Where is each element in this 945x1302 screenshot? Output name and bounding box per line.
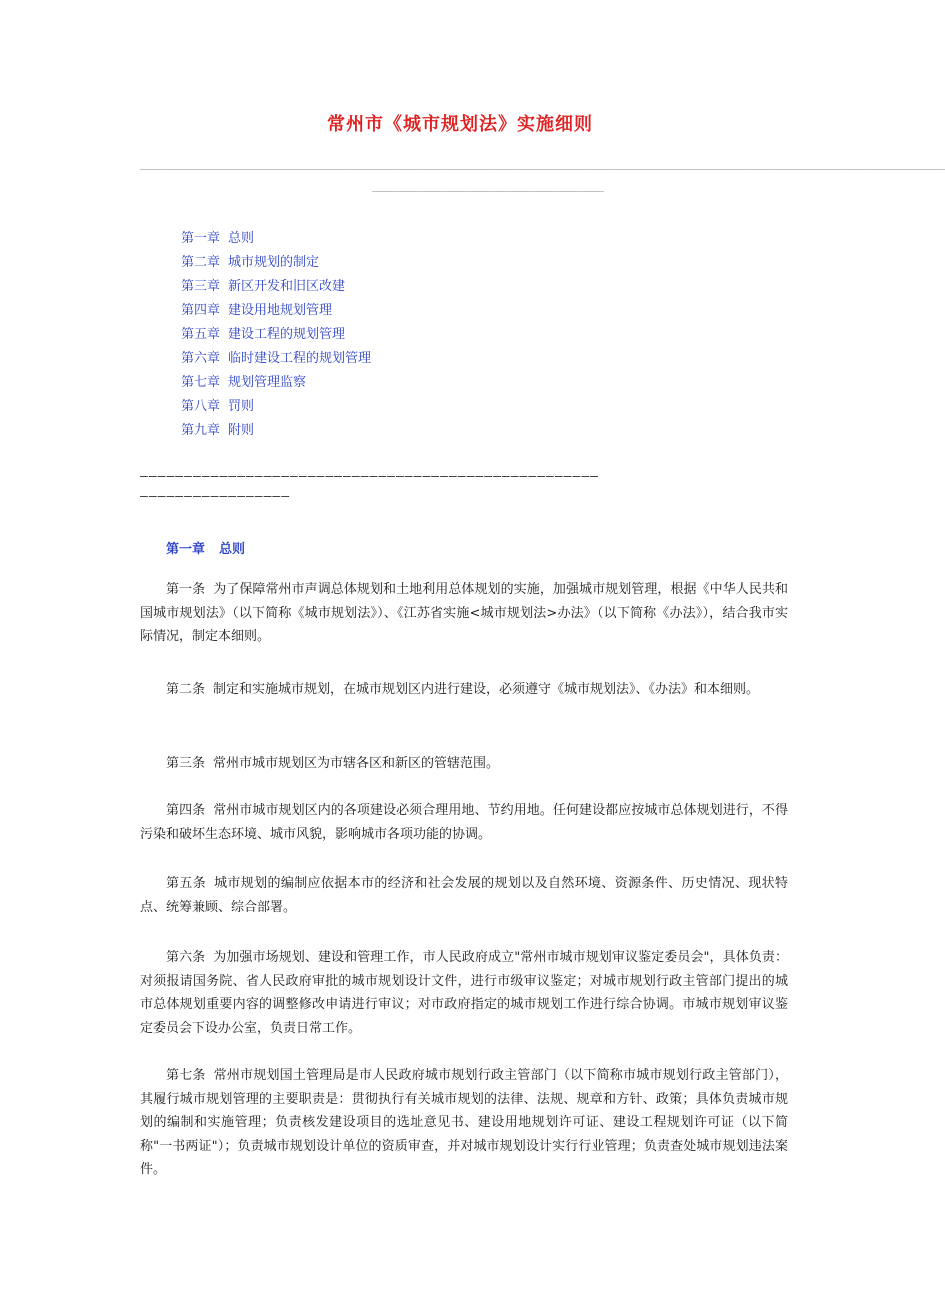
toc-item-chapter-8[interactable]: 第八章 罚则 [181, 399, 255, 414]
toc-item-chapter-6[interactable]: 第六章 临时建设工程的规划管理 [181, 351, 372, 366]
toc-item-chapter-1[interactable]: 第一章 总则 [181, 231, 255, 246]
toc-item-chapter-3[interactable]: 第三章 新区开发和旧区改建 [181, 279, 346, 294]
document-title: 常州市《城市规划法》实施细则 [327, 114, 593, 135]
separator-line: ________________________________________________ [372, 183, 604, 193]
table-of-contents [181, 229, 371, 445]
article-paragraph: 第一条 为了保障常州市声调总体规划和土地利用总体规划的实施，加强城市规划管理，根据《中华人民共和国城市规划法》（以下简称《城市规划法》）、《江苏省实施<城市规划法>办法》（以下简称《办法》），结合我市实际情况，制定本细则。 [140, 582, 788, 644]
article-paragraph: 第三条 常州市城市规划区为市辖各区和新区的管辖范围。 [166, 756, 500, 771]
separator-line: ———————————————————————————————————————————————————— [140, 469, 599, 484]
toc-item-chapter-4[interactable]: 第四章 建设用地规划管理 [181, 303, 333, 318]
separator-line: _______________________________________________________________________________________________________________________________________________________________________ [140, 161, 945, 171]
toc-item-chapter-7[interactable]: 第七章 规划管理监察 [181, 375, 307, 390]
article-paragraph: 第四条 常州市城市规划区内的各项建设必须合理用地、节约用地。任何建设都应按城市总体规划进行，不得污染和破坏生态环境、城市风貌，影响城市各项功能的协调。 [140, 803, 788, 842]
article-paragraph: 第六条 为加强市场规划、建设和管理工作，市人民政府成立"常州市城市规划审议鉴定委员会"，具体负责：对须报请国务院、省人民政府审批的城市规划设计文件，进行市级审议鉴定；对城市规划行政主管部门提出的城市总体规划重要内容的调整修改申请进行审议；对市政府指定的城市规划工作进行综合协调。市城市规划审议鉴定委员会下设办公室，负责日常工作。 [140, 950, 788, 1036]
article-paragraph: 第二条 制定和实施城市规划，在城市规划区内进行建设，必须遵守《城市规划法》、《办法》和本细则。 [166, 682, 760, 697]
separator-line: ————————————————— [140, 489, 291, 504]
article-paragraph: 第五条 城市规划的编制应依据本市的经济和社会发展的规划以及自然环境、资源条件、历史情况、现状特点、统筹兼顾、综合部署。 [140, 876, 788, 915]
toc-item-chapter-9[interactable]: 第九章 附则 [181, 423, 255, 438]
article-paragraph: 第七条 常州市规划国土管理局是市人民政府城市规划行政主管部门（以下简称市城市规划行政主管部门），其履行城市规划管理的主要职责是：贯彻执行有关城市规划的法律、法规、规章和方针、政策；具体负责城市规划的编制和实施管理；负责核发建设项目的选址意见书、建设用地规划许可证、建设工程规划许可证（以下简称"一书两证"）；负责城市规划设计单位的资质审查，并对城市规划设计实行行业管理；负责查处城市规划违法案件。 [140, 1068, 788, 1177]
chapter-heading: 第一章 总则 [166, 542, 246, 557]
toc-item-chapter-5[interactable]: 第五章 建设工程的规划管理 [181, 327, 346, 342]
toc-item-chapter-2[interactable]: 第二章 城市规划的制定 [181, 255, 320, 270]
